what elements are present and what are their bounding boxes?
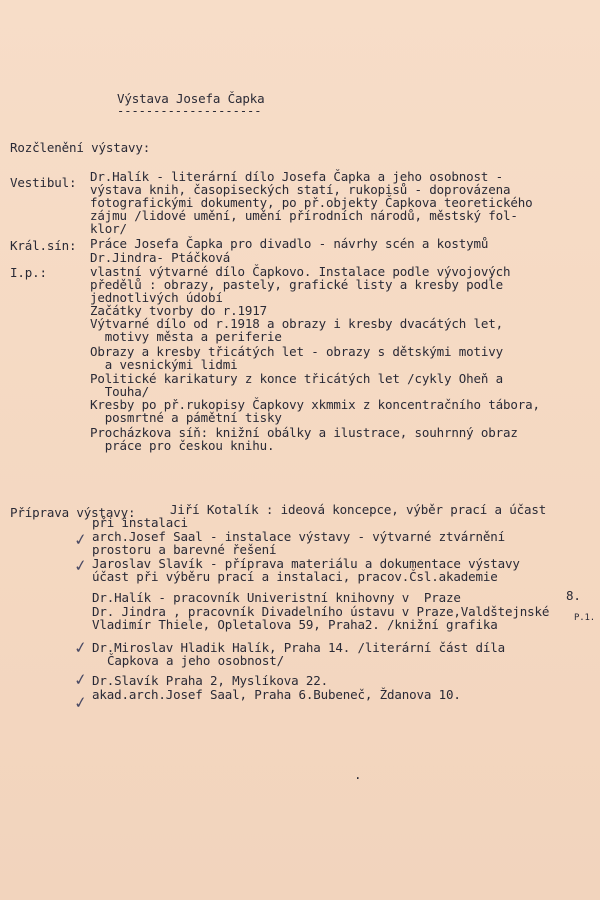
preparation-line: arch.Josef Saal - instalace výstavy - výtvarné ztvárnění	[92, 529, 506, 544]
check-mark-icon: ✓	[72, 555, 89, 576]
vestibul-line: Dr.Halík - literární dílo Josefa Čapka a jeho osobnost -	[90, 169, 504, 184]
ip-line: Obrazy a kresby třicátých let - obrazy s dětskými motivy	[90, 344, 504, 359]
document-title: Výstava Josefa Čapka	[117, 91, 265, 106]
vestibul-line: fotografickými dokumenty, po př.objekty Čapkova teoretického	[90, 195, 533, 210]
ip-line: posmrtné a pámětní tisky	[90, 410, 282, 425]
check-mark-icon: ✓	[72, 529, 89, 550]
check-mark-icon: ✓	[72, 637, 89, 658]
ip-line: vlastní výtvarné dílo Čapkovo. Instalace podle vývojových	[90, 264, 511, 279]
section-heading: Rozčlenění výstavy:	[10, 140, 151, 155]
kral-sin-label: Král.sín:	[10, 238, 77, 253]
vestibul-label: Vestibul:	[10, 175, 77, 190]
ip-line: Procházkova síň: knižní obálky a ilustrace, souhrnný obraz	[90, 425, 518, 440]
preparation-line: Jaroslav Slavík - příprava materiálu a dokumentace výstavy	[92, 556, 520, 571]
vestibul-line: klor/	[90, 221, 127, 236]
preparation-line: Jiří Kotalík : ideová koncepce, výběr prací a účast	[170, 502, 547, 517]
vestibul-line: zájmu /lidové umění, umění přírodních národů, městský fol-	[90, 208, 518, 223]
preparation-line: prostoru a barevné řešení	[92, 542, 277, 557]
ip-line: předělů : obrazy, pastely, grafické listy a kresby podle	[90, 277, 504, 292]
contact-line: Dr.Slavík Praha 2, Myslíkova 22.	[92, 673, 329, 688]
stray-mark: .	[354, 767, 362, 782]
contact-line: Dr.Miroslav Hladik Halík, Praha 14. /literární část díla	[92, 640, 506, 655]
ip-line: Kresby po př.rukopisy Čapkovy xkmmix z koncentračního tábora,	[90, 397, 540, 412]
contact-line: akad.arch.Josef Saal, Praha 6.Bubeneč, Ždanova 10.	[92, 687, 461, 702]
preparation-line: při instalaci	[92, 515, 188, 530]
contact-line: Dr. Jindra , pracovník Divadelního ústavu v Praze,Valdštejnské	[92, 604, 550, 619]
ip-line: motivy města a periferie	[90, 329, 282, 344]
ip-line: práce pro českou knihu.	[90, 438, 275, 453]
ip-line: a vesnickými lidmi	[90, 357, 238, 372]
ip-line: Politické karikatury z konce třicátých let /cykly Oheň a	[90, 371, 504, 386]
kral-sin-line: Dr.Jindra- Ptáčková	[90, 250, 231, 265]
ip-line: jednotlivých údobí	[90, 290, 223, 305]
contact-line: Vladimír Thiele, Opletalova 59, Praha2. /knižní grafika	[92, 617, 498, 632]
check-mark-icon: ✓	[72, 692, 89, 713]
preparation-label: Příprava výstavy:	[10, 505, 136, 520]
margin-note: P.1.	[574, 613, 596, 623]
title-underline: --------------------	[117, 104, 262, 118]
contact-line: Dr.Halík - pracovník Univeristní knihovny v Praze	[92, 590, 461, 605]
ip-line: Touha/	[90, 384, 150, 399]
check-mark-icon: ✓	[72, 669, 89, 690]
contact-line: Čapkova a jeho osobnost/	[107, 653, 285, 668]
preparation-line: účast při výběru prací a instalaci, pracov.Čsl.akademie	[92, 569, 498, 584]
ip-line: Výtvarné dílo od r.1918 a obrazy i kresby dvacátých let,	[90, 316, 504, 331]
margin-note: 8.	[566, 588, 581, 603]
ip-line: Začátky tvorby do r.1917	[90, 303, 268, 318]
vestibul-line: výstava knih, časopiseckých statí, rukopisů - doprovázena	[90, 182, 511, 197]
kral-sin-line: Práce Josefa Čapka pro divadlo - návrhy scén a kostymů	[90, 236, 489, 251]
ip-label: I.p.:	[10, 265, 47, 280]
